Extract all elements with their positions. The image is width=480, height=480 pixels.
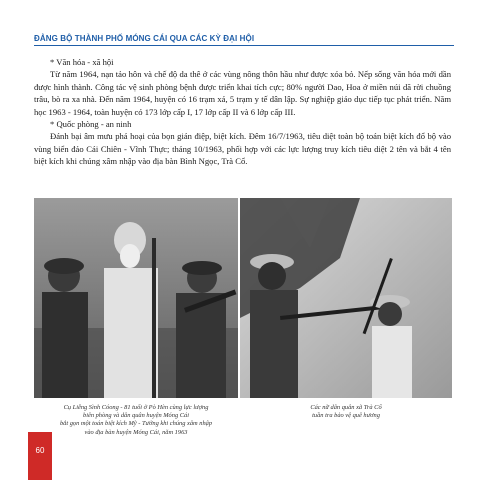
caption-line: biên phòng và dân quân huyện Móng Cái [83,412,189,420]
caption-line: Các nữ dân quân xã Trà Cổ [310,404,382,411]
page-number: 60 [35,446,45,455]
caption-line: vào địa bàn huyện Móng Cái, năm 1963 [84,428,188,436]
section-heading-defense: * Quốc phòng - an ninh [50,119,132,130]
photo-female-militia [240,198,452,398]
paragraph-culture: Từ năm 1964, nạn tảo hôn và chế độ da thê ở các vùng nông thôn hầu như được xóa bỏ. Nếp sống văn hóa mới dần được hình thành. Công tác vệ sinh phòng bệnh được triển khai tích cực; 80% người Dao, Hoa ở miền núi dã rời chuồng trâu, bò ra xa nhà. Đến năm 1964, huyện có 16 trạm xá, 5 trạm y tế dân lập. Sự nghiệp giáo dục tiếp tục phát triển. Năm học 1963 - 1964, toàn huyện có 173 lớp cấp I, 17 lớp cấp II và 6 lớp cấp III. [34,69,451,117]
caption-line: Cụ Liễng Sình Cóong - 81 tuổi ở Pò Hèn cùng lực lượng [63,404,209,411]
caption-left-photo [34,404,238,437]
section-heading-culture: * Văn hóa - xã hội [50,57,114,67]
body-text [34,56,451,168]
page-number-tab [28,432,52,480]
header-divider [34,45,454,46]
caption-right-photo [240,404,452,420]
photo-elder-with-militia [34,198,238,398]
running-header-title: ĐẢNG BỘ THÀNH PHỐ MÓNG CÁI QUA CÁC KỲ ĐẠI HỘI [34,34,255,43]
paragraph-defense: Đánh bại âm mưu phá hoại của bọn gián điệp, biệt kích. Đêm 16/7/1963, tiêu diệt toàn bộ toán biệt kích đổ bộ vào vùng biển đảo Cái Chiên - Vĩnh Thực; tháng 10/1963, phối hợp với các lực lượng truy kích tiêu diệt 2 tên và bắt 4 tên biệt kích khi chúng xâm nhập vào địa bàn Bình Ngọc, Trà Cổ. [34,131,451,167]
caption-line: bắt gọn một toán biệt kích Mỹ - Tưởng khi chúng xâm nhập [59,420,213,428]
caption-line: tuần tra bảo vệ quê hương [312,412,380,420]
